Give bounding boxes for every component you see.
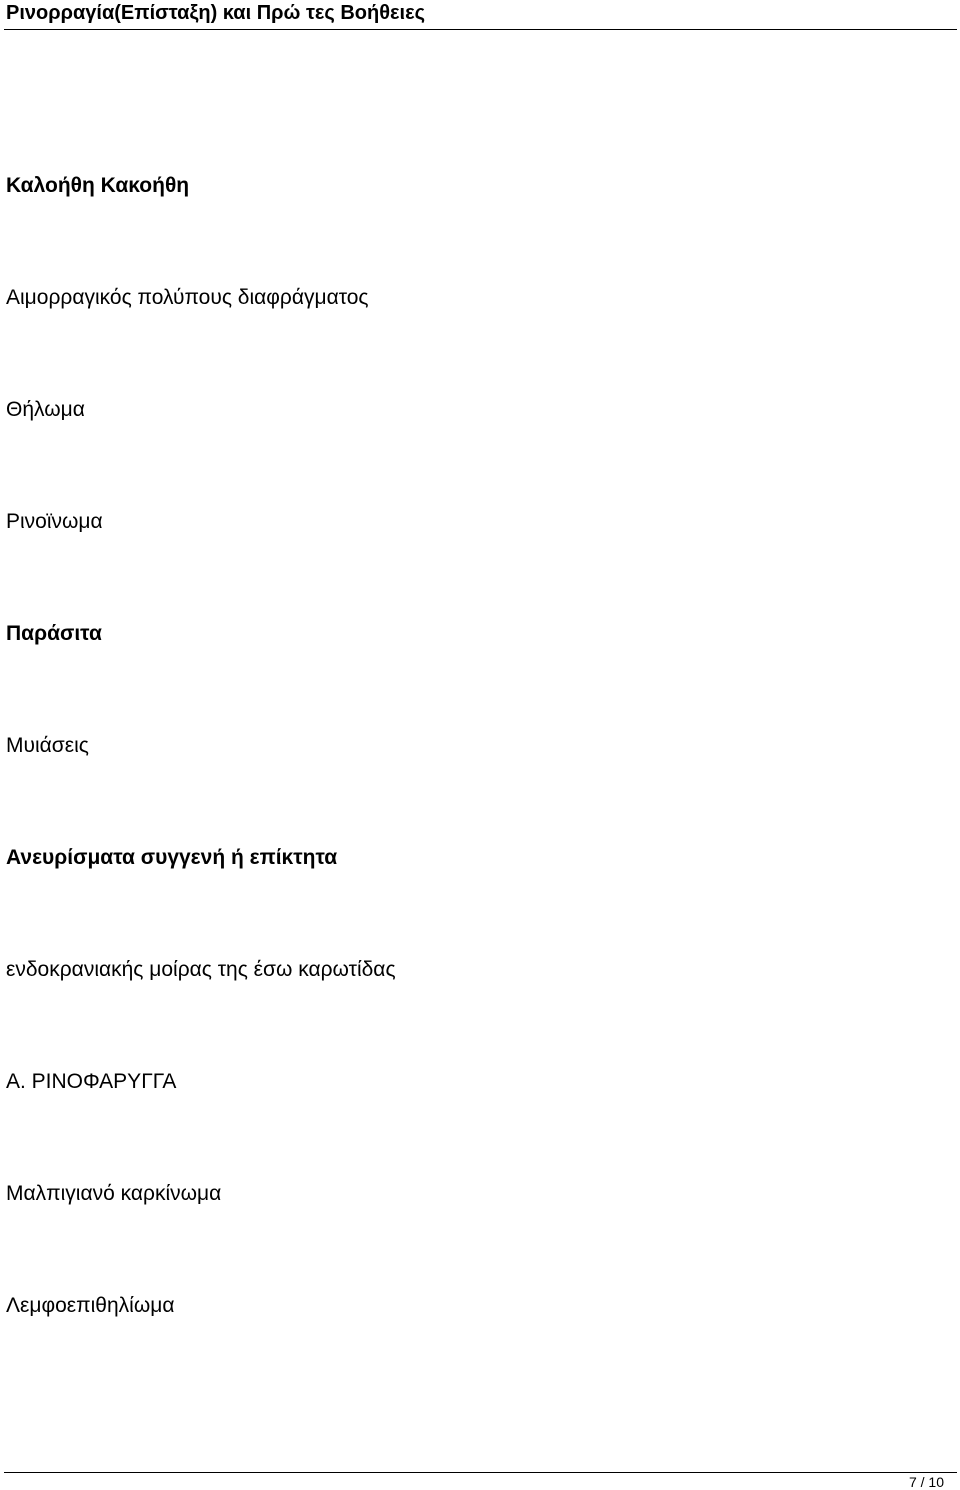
content-line-benign-malignant: Καλοήθη Κακοήθη [6, 174, 190, 197]
content-line-fibroma: Ρινοϊνωμα [6, 510, 103, 533]
content-line-internal-carotid: ενδοκρανιακής μοίρας της έσω καρωτίδας [6, 958, 396, 981]
content-line-parasites: Παράσιτα [6, 622, 102, 645]
header-divider [4, 29, 957, 30]
content-line-aneurysms: Ανευρίσματα συγγενή ή επίκτητα [6, 846, 338, 869]
content-line-myiasis: Μυιάσεις [6, 734, 89, 757]
content-line-nasopharynx: Α. ΡΙΝΟΦΑΡΥΓΓΑ [6, 1070, 177, 1093]
content-line-papilloma: Θήλωμα [6, 398, 85, 421]
content-line-lymphoepithelioma: Λεμφοεπιθηλίωμα [6, 1294, 175, 1317]
content-line-malpighian-carcinoma: Μαλπιγιανό καρκίνωμα [6, 1182, 222, 1205]
page-number: 7 / 10 [908, 1474, 944, 1490]
footer-divider [4, 1472, 957, 1473]
document-title: Ρινορραγία(Επίσταξη) και Πρώ τες Βοήθειες [6, 2, 425, 24]
content-line-bleeding-polyp: Αιμορραγικός πολύπους διαφράγματος [6, 286, 369, 309]
page-header [0, 0, 960, 32]
